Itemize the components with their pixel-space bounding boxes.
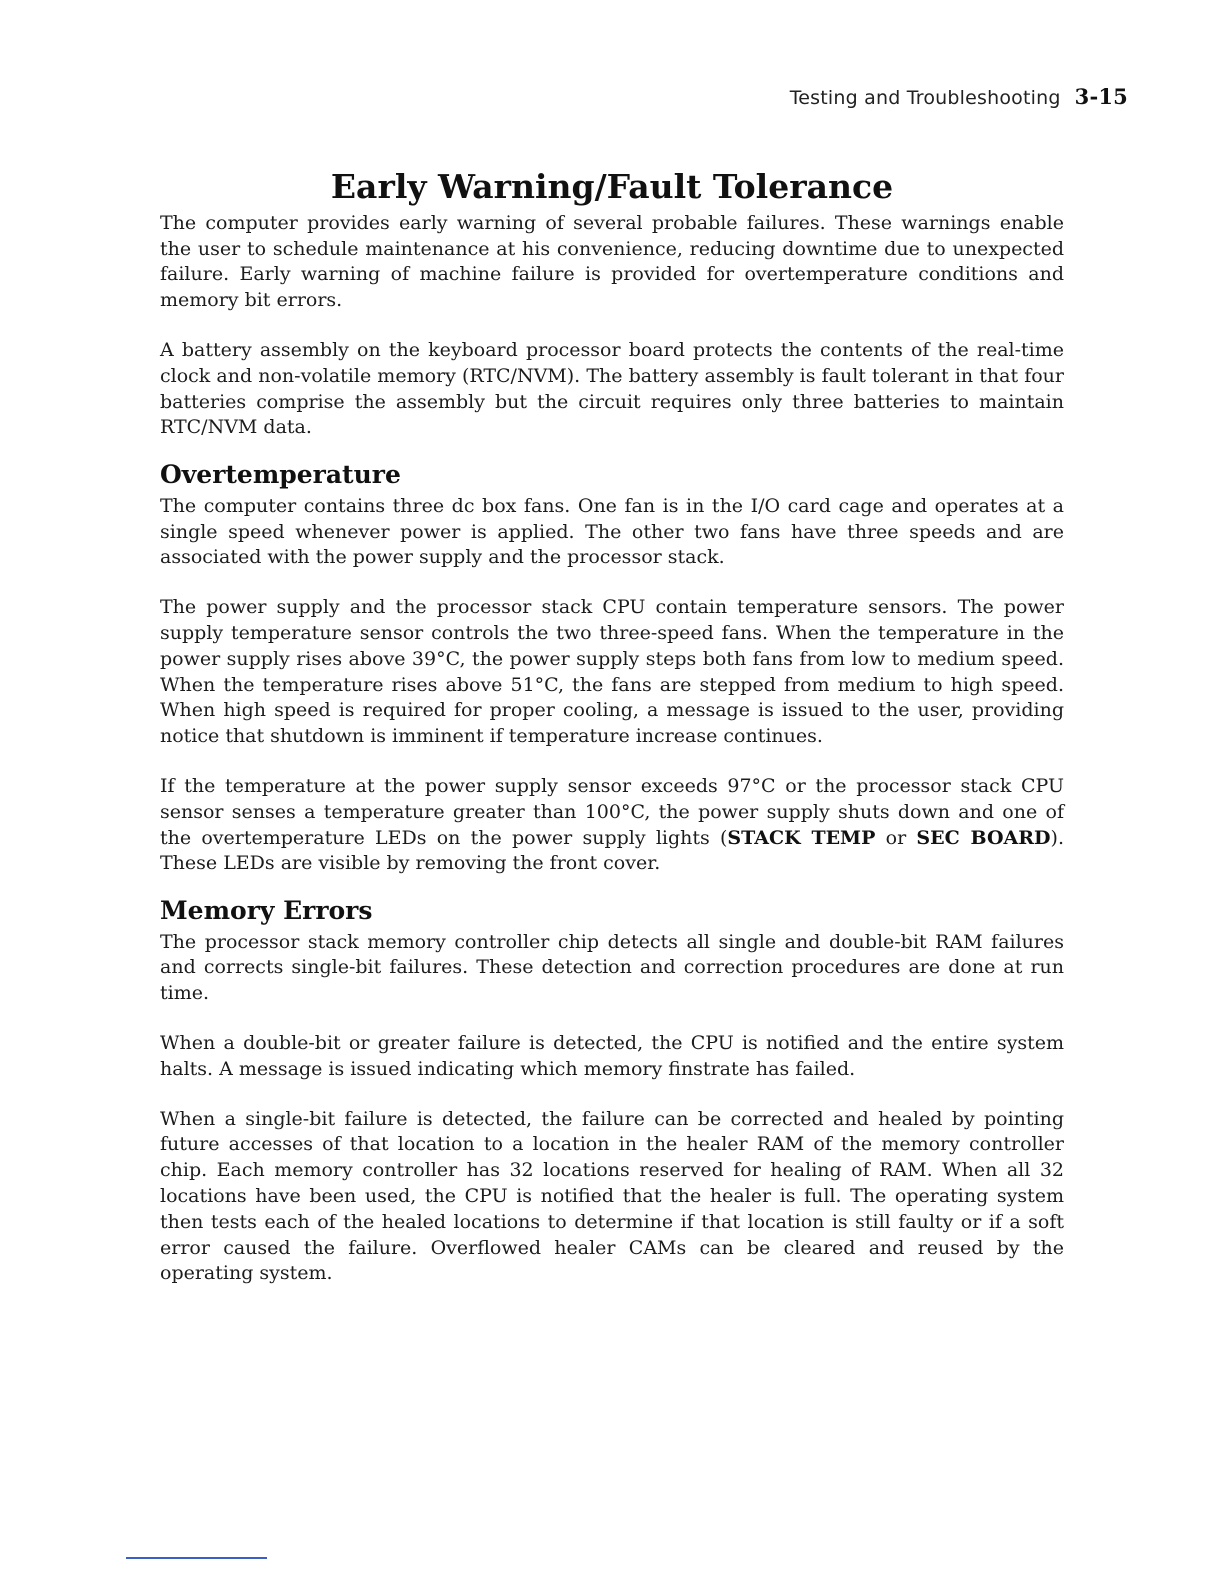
intro-paragraph-2: A battery assembly on the keyboard processor board protects the contents of the real-time clock and non-volatile memory (RTC/NVM). The battery assembly is fault tolerant in that four batteries comprise the assembly but the circuit requires only three batteries to maintain RTC/NVM data. — [160, 339, 1064, 439]
overtemperature-p3-or: or — [875, 826, 917, 849]
led-stack-temp: STACK TEMP — [727, 826, 876, 849]
footer-rule — [126, 1557, 267, 1559]
page-content — [160, 166, 1064, 1287]
memory-errors-paragraph-1: The processor stack memory controller chip detects all single and double-bit RAM failures and corrects single-bit failures. These detection and correction procedures are done at run time. — [160, 930, 1064, 1005]
memory-errors-paragraph-3: When a single-bit failure is detected, the failure can be corrected and healed by pointing future accesses of that location to a location in the healer RAM of the memory controller chip. Each memory controller has 32 locations reserved for healing of RAM. When all 32 locations have been used, the CPU is notified that the healer is full. The operating system then tests each of the healed locations to determine if that location is still faulty or if a soft error caused the failure. Overflowed healer CAMs can be cleared and reused by the operating system. — [160, 1107, 1064, 1285]
overtemperature-p3-before: If the temperature at the power supply sensor exceeds 97°C or the processor stack CPU sensor senses a temperature greater than 100°C, the power supply shuts down and one of the overtemperature LEDs on the power supply lights ( — [160, 774, 1064, 849]
page-number: 3-15 — [1074, 84, 1128, 109]
overtemperature-heading: Overtemperature — [160, 460, 401, 490]
page-title: Early Warning/Fault Tolerance — [330, 167, 894, 206]
overtemperature-paragraph-3 — [160, 774, 1064, 877]
intro-paragraph-1: The computer provides early warning of several probable failures. These warnings enable the user to schedule maintenance at his convenience, reducing downtime due to unexpected failure. Early warning of machine failure is provided for overtemperature conditions and memory bit errors. — [160, 211, 1064, 312]
running-header-section: Testing and Troubleshooting — [789, 87, 1061, 109]
overtemperature-p3-after: ). These LEDs are visible by removing the front cover. — [160, 826, 1064, 875]
running-header — [790, 84, 1128, 109]
memory-errors-heading: Memory Errors — [160, 896, 373, 926]
overtemperature-paragraph-2: The power supply and the processor stack CPU contain temperature sensors. The power supply temperature sensor controls the two three-speed fans. When the temperature in the power supply rises above 39°C, the power supply steps both fans from low to medium speed. When the temperature rises above 51°C, the fans are stepped from medium to high speed. When high speed is required for proper cooling, a message is issued to the user, providing notice that shutdown is imminent if temperature increase continues. — [160, 596, 1064, 748]
overtemperature-paragraph-1: The computer contains three dc box fans. One fan is in the I/O card cage and operates at a single speed whenever power is applied. The other two fans have three speeds and are associated with the power supply and the processor stack. — [160, 494, 1064, 569]
led-sec-board: SEC BOARD — [916, 826, 1051, 849]
memory-errors-paragraph-2: When a double-bit or greater failure is detected, the CPU is notified and the entire system halts. A message is issued indicating which memory finstrate has failed. — [160, 1032, 1064, 1080]
